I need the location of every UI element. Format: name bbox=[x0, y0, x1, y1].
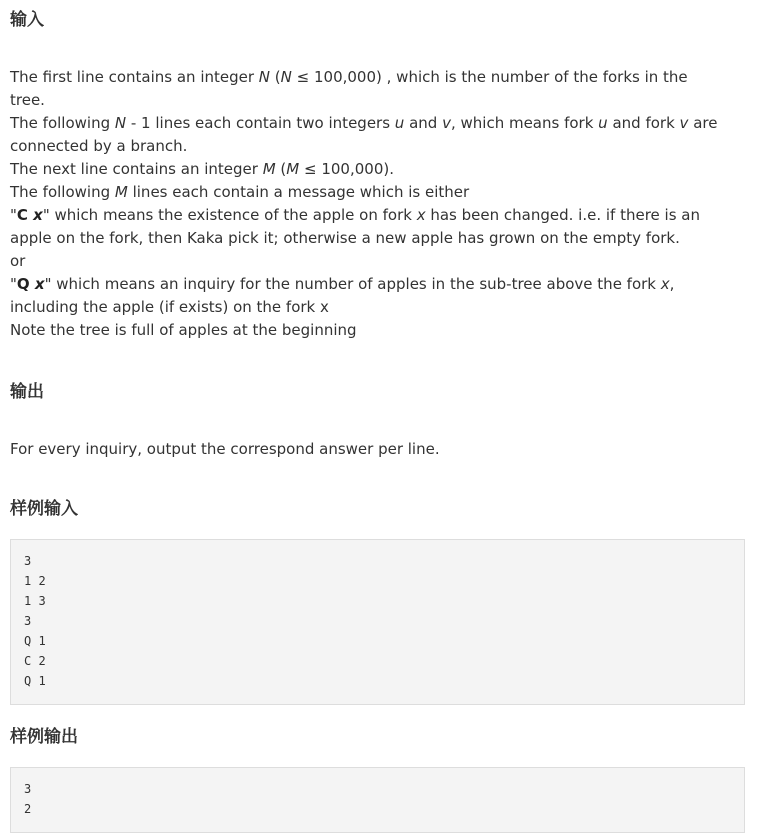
text-line: or bbox=[10, 252, 26, 270]
code-line: 1 3 bbox=[24, 594, 46, 608]
text-line: For every inquiry, output the correspond answer per line. bbox=[10, 440, 440, 458]
text-line: Note the tree is full of apples at the beginning bbox=[10, 321, 357, 339]
text-line: The following N - 1 lines each contain two integers u and v, which means fork u and fork v are bbox=[10, 114, 718, 132]
text-line: tree. bbox=[10, 91, 45, 109]
output-description bbox=[10, 438, 760, 461]
input-description bbox=[10, 66, 760, 342]
code-line: C 2 bbox=[24, 654, 46, 668]
code-line: 3 bbox=[24, 614, 32, 628]
text-line: The first line contains an integer N (N ≤ 100,000) , which is the number of the forks in the bbox=[10, 68, 688, 86]
sample-input-heading: 样例输入 bbox=[10, 499, 78, 519]
text-line: including the apple (if exists) on the fork x bbox=[10, 298, 329, 316]
sample-input-box bbox=[10, 539, 745, 705]
text-line: The next line contains an integer M (M ≤ 100,000). bbox=[10, 160, 394, 178]
text-line: connected by a branch. bbox=[10, 137, 188, 155]
text-line: "Q x" which means an inquiry for the number of apples in the sub-tree above the fork x, bbox=[10, 275, 675, 293]
output-heading: 输出 bbox=[10, 382, 44, 402]
text-line: "C x" which means the existence of the apple on fork x has been changed. i.e. if there is an bbox=[10, 206, 700, 224]
sample-output-heading: 样例输出 bbox=[10, 727, 78, 747]
code-line: 3 bbox=[24, 554, 32, 568]
input-heading: 输入 bbox=[10, 10, 44, 30]
code-line: Q 1 bbox=[24, 674, 46, 688]
code-line: Q 1 bbox=[24, 634, 46, 648]
code-line: 3 bbox=[24, 782, 32, 796]
code-line: 1 2 bbox=[24, 574, 46, 588]
code-line: 2 bbox=[24, 802, 32, 816]
sample-output-box bbox=[10, 767, 745, 833]
text-line: The following M lines each contain a message which is either bbox=[10, 183, 470, 201]
text-line: apple on the fork, then Kaka pick it; otherwise a new apple has grown on the empty fork. bbox=[10, 229, 680, 247]
